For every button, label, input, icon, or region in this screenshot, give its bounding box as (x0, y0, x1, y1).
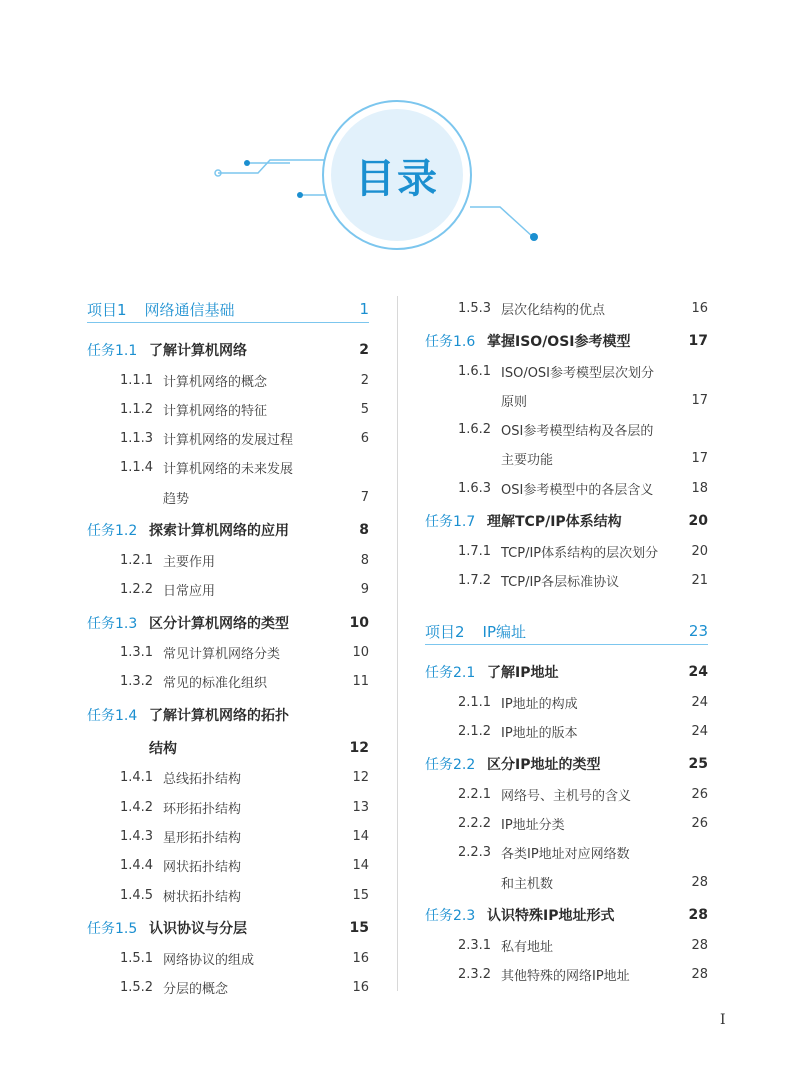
toc-subsection-title: IP地址分类 (501, 818, 565, 834)
toc-subsection-number: 1.4.3 (120, 828, 154, 844)
toc-subsection-number: 1.2.2 (120, 582, 154, 597)
toc-subsection-number: 2.2.2 (458, 816, 492, 832)
toc-page-number: 10 (349, 614, 369, 631)
toc-subsection-title: 计算机网络的未来发展 (163, 462, 294, 478)
toc-task-title: 了解计算机网络的拓扑 (149, 707, 289, 724)
toc-subsection-title: 层次化结构的优点 (501, 302, 606, 318)
toc-subsection-entry[interactable] (425, 871, 708, 893)
toc-subsection-number: 1.7.2 (458, 573, 492, 588)
toc-subsection-number: 1.4.1 (120, 770, 154, 786)
toc-subsection-entry[interactable] (87, 428, 369, 450)
toc-task-entry[interactable] (425, 510, 708, 532)
toc-page-number: 15 (349, 920, 369, 936)
toc-page-number: 24 (691, 723, 708, 739)
toc-page-number: 8 (359, 522, 369, 539)
toc-page-number: 28 (691, 967, 708, 982)
toc-task-title: 区分计算机网络的类型 (149, 615, 289, 632)
toc-subsection-title: 常见计算机网络分类 (163, 647, 281, 662)
toc-subsection-title: 环形拓扑结构 (163, 801, 242, 817)
toc-subsection-title: OSI参考模型结构及各层的 (501, 424, 654, 440)
toc-subsection-entry[interactable] (87, 398, 369, 420)
toc-subsection-number: 1.1.4 (120, 460, 154, 476)
toc-subsection-number: 1.3.1 (120, 645, 154, 660)
toc-page-number: 26 (691, 786, 708, 802)
toc-page-number: 14 (352, 858, 369, 874)
toc-page-number: 26 (691, 816, 708, 832)
toc-page-number: 12 (352, 770, 369, 786)
toc-project-title: IP编址 (482, 622, 527, 641)
toc-task-number: 任务1.5 (87, 921, 138, 937)
toc-page-number: 16 (352, 950, 369, 966)
toc-task-number: 任务1.7 (425, 514, 476, 531)
toc-subsection-entry[interactable] (425, 540, 708, 562)
title-disc (331, 109, 463, 241)
toc-subsection-number: 1.1.2 (120, 401, 154, 417)
toc-subsection-entry[interactable] (425, 783, 708, 805)
toc-subsection-number: 1.6.1 (458, 363, 492, 379)
toc-page-number: 15 (352, 887, 369, 903)
page-number: I (720, 1012, 726, 1028)
toc-subsection-number: 2.2.1 (458, 786, 492, 802)
toc-page-number: 20 (688, 513, 708, 530)
toc-task-number: 任务1.3 (87, 615, 138, 632)
toc-page-number: 10 (352, 645, 369, 660)
toc-subsection-number: 1.3.2 (120, 674, 154, 690)
toc-task-entry[interactable] (87, 917, 369, 939)
toc-subsection-entry[interactable] (87, 796, 369, 818)
toc-subsection-entry[interactable] (425, 477, 708, 499)
toc-task-entry[interactable] (425, 661, 708, 683)
toc-subsection-entry[interactable] (87, 579, 369, 601)
toc-subsection-title: TCP/IP各层标准协议 (501, 575, 620, 590)
toc-subsection-number: 2.2.3 (458, 845, 492, 861)
toc-subsection-entry[interactable] (425, 419, 708, 441)
toc-task-entry[interactable] (87, 339, 369, 361)
toc-page-number: 28 (688, 907, 708, 924)
toc-subsection-number: 2.1.2 (458, 723, 492, 739)
column-divider (397, 296, 398, 991)
toc-page-number: 24 (691, 694, 708, 710)
toc-page-number: 8 (360, 552, 369, 568)
toc-subsection-title: 主要作用 (163, 554, 216, 570)
toc-project-number: 项目1 (87, 300, 127, 319)
toc-task-title: 掌握ISO/OSI参考模型 (487, 334, 631, 350)
toc-project-number: 项目2 (425, 622, 465, 641)
toc-page-number: 23 (688, 622, 708, 640)
toc-page-number: 9 (360, 582, 369, 597)
toc-task-entry[interactable] (87, 612, 369, 634)
toc-task-title: 理解TCP/IP体系结构 (487, 514, 622, 531)
toc-subsection-number: 1.1.3 (120, 431, 154, 447)
toc-subsection-number: 2.3.1 (458, 937, 492, 953)
toc-subsection-title: 网络号、主机号的含义 (501, 788, 632, 804)
toc-subsection-entry[interactable] (425, 297, 708, 319)
toc-subsection-number: 2.3.2 (458, 967, 492, 982)
toc-project-title: 网络通信基础 (144, 300, 235, 319)
toc-page-number: 1 (359, 300, 369, 318)
toc-subsection-entry[interactable] (425, 720, 708, 742)
toc-subsection-title: 日常应用 (163, 584, 216, 599)
toc-page-number: 14 (352, 828, 369, 844)
toc-page-number: 25 (688, 756, 708, 773)
toc-page-number: 13 (352, 799, 369, 815)
toc-subsection-entry[interactable] (87, 976, 369, 998)
toc-page-number: 17 (688, 333, 708, 349)
toc-project-entry[interactable] (87, 297, 369, 321)
toc-subsection-entry[interactable] (87, 825, 369, 847)
toc-subsection-entry[interactable] (425, 448, 708, 470)
toc-page-number: 7 (360, 489, 369, 505)
toc-subsection-title: 网络协议的组成 (163, 952, 255, 968)
toc-subsection-title: 原则 (501, 394, 528, 410)
toc-page-number: 2 (359, 342, 369, 358)
toc-task-title: 了解IP地址 (487, 665, 559, 681)
toc-subsection-entry[interactable] (87, 486, 369, 508)
toc-task-number: 任务1.4 (87, 707, 138, 724)
toc-subsection-entry[interactable] (425, 934, 708, 956)
toc-subsection-number: 1.1.1 (120, 372, 154, 388)
toc-task-entry[interactable] (425, 753, 708, 775)
toc-subsection-title: 趋势 (163, 491, 190, 507)
toc-task-entry[interactable] (425, 330, 708, 352)
toc-subsection-entry[interactable] (425, 691, 708, 713)
toc-task-entry[interactable] (87, 519, 369, 541)
toc-subsection-title: 网状拓扑结构 (163, 860, 242, 876)
toc-subsection-entry[interactable] (425, 964, 708, 986)
toc-task-number: 任务2.1 (425, 665, 476, 681)
toc-subsection-entry[interactable] (87, 671, 369, 693)
project-underline (87, 322, 369, 323)
toc-page-number: 18 (691, 480, 708, 496)
toc-subsection-number: 2.1.1 (458, 694, 492, 710)
toc-task-number: 任务2.3 (425, 908, 476, 925)
toc-task-title: 认识协议与分层 (149, 921, 247, 937)
toc-task-title: 区分IP地址的类型 (487, 757, 601, 774)
toc-subsection-title: 分层的概念 (163, 981, 229, 997)
toc-task-entry[interactable] (87, 704, 369, 726)
toc-page-number: 28 (691, 937, 708, 953)
toc-page-number: 28 (691, 874, 708, 890)
toc-subsection-title: 星形拓扑结构 (163, 830, 242, 846)
toc-subsection-number: 1.4.4 (120, 858, 154, 874)
toc-page-number: 12 (349, 739, 369, 756)
toc-subsection-title: IP地址的构成 (501, 696, 578, 712)
toc-subsection-title: ISO/OSI参考模型层次划分 (501, 365, 655, 381)
toc-page-number: 11 (352, 674, 369, 690)
toc-subsection-number: 1.6.3 (458, 480, 492, 496)
toc-subsection-title: TCP/IP体系结构的层次划分 (501, 545, 659, 561)
toc-subsection-title: 常见的标准化组织 (163, 676, 268, 692)
toc-subsection-title: 总线拓扑结构 (163, 772, 242, 788)
toc-page-number: 5 (360, 401, 369, 417)
toc-subsection-title: OSI参考模型中的各层含义 (501, 482, 654, 498)
toc-subsection-number: 1.2.1 (120, 552, 154, 568)
toc-subsection-entry[interactable] (425, 570, 708, 592)
toc-page-number: 17 (691, 392, 708, 408)
toc-subsection-entry[interactable] (87, 549, 369, 571)
toc-subsection-title: 计算机网络的特征 (163, 403, 268, 419)
toc-subsection-title: IP地址的版本 (501, 725, 578, 741)
toc-page-number: 2 (360, 372, 369, 388)
toc-page-number: 17 (691, 451, 708, 467)
toc-subsection-number: 1.5.3 (458, 300, 492, 316)
toc-subsection-entry[interactable] (425, 360, 708, 382)
toc-task-number: 任务2.2 (425, 757, 476, 774)
toc-page-number: 6 (360, 431, 369, 447)
toc-subsection-entry[interactable] (425, 842, 708, 864)
toc-subsection-number: 1.5.2 (120, 979, 154, 995)
toc-task-title: 认识特殊IP地址形式 (487, 908, 615, 925)
toc-subsection-entry[interactable] (87, 884, 369, 906)
page-title: 目录 (355, 155, 439, 202)
toc-subsection-title: 计算机网络的发展过程 (163, 433, 294, 449)
toc-subsection-number: 1.5.1 (120, 950, 154, 966)
toc-project-entry[interactable] (425, 619, 708, 643)
toc-subsection-entry[interactable] (87, 767, 369, 789)
toc-page-number: 20 (691, 543, 708, 559)
toc-task-entry[interactable] (87, 737, 369, 759)
toc-subsection-entry[interactable] (87, 457, 369, 479)
toc-page-number: 24 (688, 664, 708, 680)
toc-page-number: 16 (352, 979, 369, 995)
toc-subsection-entry[interactable] (87, 855, 369, 877)
toc-subsection-title: 计算机网络的概念 (163, 374, 268, 390)
toc-task-number: 任务1.6 (425, 334, 476, 350)
toc-page-number: 16 (691, 300, 708, 316)
toc-page-number: 21 (691, 573, 708, 588)
toc-subsection-title: 私有地址 (501, 939, 554, 955)
toc-subsection-title: 各类IP地址对应网络数 (501, 847, 630, 863)
toc-subsection-title: 主要功能 (501, 453, 554, 469)
toc-task-title: 结构 (149, 740, 177, 757)
toc-subsection-entry[interactable] (425, 389, 708, 411)
toc-subsection-number: 1.6.2 (458, 422, 492, 438)
toc-subsection-entry[interactable] (87, 947, 369, 969)
toc-subsection-entry[interactable] (87, 642, 369, 664)
toc-task-entry[interactable] (425, 904, 708, 926)
toc-task-number: 任务1.2 (87, 523, 138, 540)
toc-subsection-entry[interactable] (425, 813, 708, 835)
toc-subsection-title: 其他特殊的网络IP地址 (501, 969, 630, 984)
toc-subsection-number: 1.4.2 (120, 799, 154, 815)
project-underline (425, 644, 708, 645)
toc-subsection-entry[interactable] (87, 369, 369, 391)
toc-task-title: 了解计算机网络 (149, 343, 247, 359)
toc-subsection-title: 和主机数 (501, 876, 554, 892)
toc-subsection-number: 1.7.1 (458, 543, 492, 559)
toc-task-title: 探索计算机网络的应用 (149, 523, 289, 540)
toc-subsection-number: 1.4.5 (120, 887, 154, 903)
toc-subsection-title: 树状拓扑结构 (163, 889, 242, 905)
toc-task-number: 任务1.1 (87, 343, 138, 359)
